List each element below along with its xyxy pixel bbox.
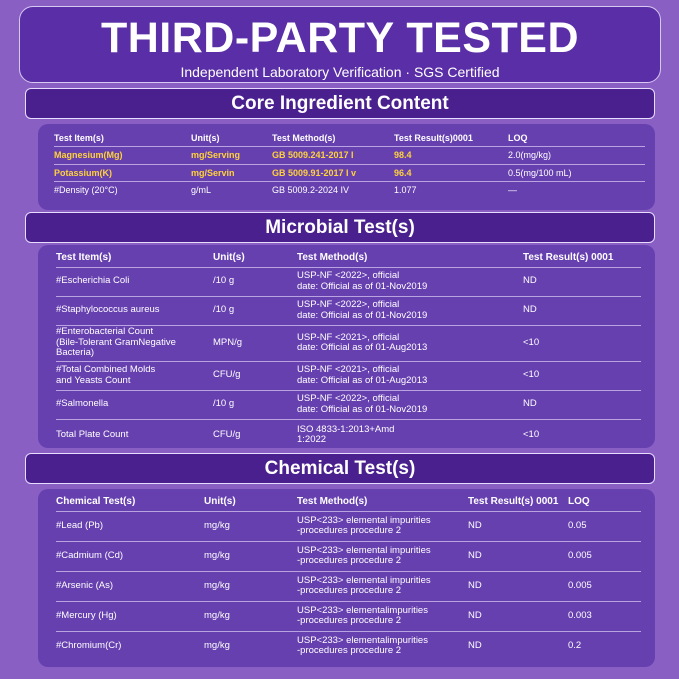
- microbial-cell-unit: /10 g: [213, 267, 297, 296]
- page-subtitle: Independent Laboratory Verification · SGS Certified: [180, 64, 500, 80]
- microbial-cell-result: ND: [523, 267, 641, 296]
- chemical-cell-unit: mg/kg: [204, 631, 297, 661]
- chemical-cell-unit: mg/kg: [204, 571, 297, 601]
- microbial-table-row: [56, 419, 641, 451]
- microbial-cell-item: #Total Combined Molds and Yeasts Count: [56, 361, 213, 390]
- microbial-cell-unit: /10 g: [213, 390, 297, 419]
- microbial-cell-unit: CFU/g: [213, 361, 297, 390]
- microbial-table-row: [56, 325, 641, 361]
- chemical-column-header: Unit(s): [204, 496, 236, 508]
- microbial-cell-unit: /10 g: [213, 296, 297, 325]
- chemical-cell-method: USP<233> elemental impurities -procedures procedure 2: [297, 541, 468, 571]
- chemical-cell-item: #Mercury (Hg): [56, 601, 204, 631]
- chemical-cell-loq: 0.005: [568, 571, 641, 601]
- microbial-cell-item: #Enterobacterial Count (Bile-Tolerant GramNegative Bacteria): [56, 325, 213, 361]
- core-table-row: [54, 146, 645, 164]
- core-cell-result: 98.4: [394, 146, 508, 164]
- core-section-title: Core Ingredient Content: [25, 88, 655, 119]
- microbial-cell-item: #Escherichia Coli: [56, 267, 213, 296]
- microbial-cell-result: <10: [523, 361, 641, 390]
- core-cell-item: Magnesium(Mg): [54, 146, 191, 164]
- chemical-panel: [38, 489, 655, 667]
- microbial-cell-unit: CFU/g: [213, 419, 297, 451]
- microbial-cell-item: #Staphylococcus aureus: [56, 296, 213, 325]
- core-column-header: LOQ: [508, 132, 528, 143]
- microbial-cell-result: ND: [523, 390, 641, 419]
- core-cell-unit: mg/Serving: [191, 146, 272, 164]
- microbial-column-header: Test Method(s): [297, 252, 368, 264]
- chemical-table: [56, 493, 641, 661]
- chemical-table-row: [56, 601, 641, 631]
- chemical-column-header: Test Result(s) 0001: [468, 496, 559, 508]
- microbial-table-row: [56, 361, 641, 390]
- core-cell-method: GB 5009.241-2017 I: [272, 146, 394, 164]
- chemical-cell-item: #Lead (Pb): [56, 511, 204, 541]
- microbial-cell-result: ND: [523, 296, 641, 325]
- chemical-cell-loq: 0.003: [568, 601, 641, 631]
- microbial-table-row: [56, 390, 641, 419]
- page-header: [19, 6, 661, 83]
- microbial-panel: [38, 245, 655, 448]
- microbial-cell-method: USP-NF <2021>, official date: Official as of 01-Aug2013: [297, 361, 523, 390]
- microbial-column-header: Test Result(s) 0001: [523, 252, 614, 264]
- core-cell-loq: 2.0(mg/kg): [508, 146, 645, 164]
- microbial-table-row: [56, 296, 641, 325]
- chemical-cell-item: #Arsenic (As): [56, 571, 204, 601]
- core-cell-item: Potassium(K): [54, 164, 191, 181]
- microbial-cell-item: Total Plate Count: [56, 419, 213, 451]
- chemical-cell-item: #Cadmium (Cd): [56, 541, 204, 571]
- chemical-cell-method: USP<233> elemental impurities -procedures procedure 2: [297, 511, 468, 541]
- microbial-table: [56, 249, 641, 451]
- chemical-cell-method: USP<233> elemental impurities -procedures procedure 2: [297, 571, 468, 601]
- chemical-cell-result: ND: [468, 511, 568, 541]
- chemical-cell-unit: mg/kg: [204, 511, 297, 541]
- microbial-cell-method: USP-NF <2022>, official date: Official as of 01-Nov2019: [297, 390, 523, 419]
- microbial-cell-method: ISO 4833-1:2013+Amd 1:2022: [297, 419, 523, 451]
- microbial-column-header: Test Item(s): [56, 252, 112, 264]
- microbial-cell-item: #Salmonella: [56, 390, 213, 419]
- chemical-table-row: [56, 541, 641, 571]
- microbial-section-title: Microbial Test(s): [25, 212, 655, 243]
- chemical-column-header: LOQ: [568, 496, 590, 508]
- core-cell-method: GB 5009.2-2024 IV: [272, 181, 394, 199]
- chemical-cell-loq: 0.2: [568, 631, 641, 661]
- chemical-table-row: [56, 631, 641, 661]
- microbial-cell-method: USP-NF <2022>, official date: Official as of 01-Nov2019: [297, 296, 523, 325]
- chemical-cell-method: USP<233> elementalimpurities -procedures procedure 2: [297, 631, 468, 661]
- core-table-row: [54, 181, 645, 199]
- core-cell-loq: —: [508, 181, 645, 199]
- core-cell-loq: 0.5(mg/100 mL): [508, 164, 645, 181]
- microbial-cell-method: USP-NF <2021>, official date: Official as of 01-Aug2013: [297, 325, 523, 361]
- core-cell-result: 96.4: [394, 164, 508, 181]
- chemical-table-row: [56, 511, 641, 541]
- microbial-column-header: Unit(s): [213, 252, 245, 264]
- microbial-cell-result: <10: [523, 325, 641, 361]
- chemical-cell-loq: 0.005: [568, 541, 641, 571]
- chemical-cell-result: ND: [468, 631, 568, 661]
- core-ingredient-table: [54, 130, 645, 199]
- chemical-cell-method: USP<233> elementalimpurities -procedures procedure 2: [297, 601, 468, 631]
- chemical-cell-result: ND: [468, 541, 568, 571]
- chemical-cell-unit: mg/kg: [204, 601, 297, 631]
- core-cell-result: 1.077: [394, 181, 508, 199]
- chemical-cell-unit: mg/kg: [204, 541, 297, 571]
- chemical-cell-result: ND: [468, 571, 568, 601]
- core-column-header: Unit(s): [191, 132, 220, 143]
- chemical-column-header: Chemical Test(s): [56, 496, 136, 508]
- chemical-table-row: [56, 571, 641, 601]
- core-cell-item: #Density (20°C): [54, 181, 191, 199]
- page-title: THIRD-PARTY TESTED: [100, 14, 580, 62]
- microbial-cell-result: <10: [523, 419, 641, 451]
- core-cell-method: GB 5009.91-2017 I v: [272, 164, 394, 181]
- chemical-column-header: Test Method(s): [297, 496, 368, 508]
- core-column-header: Test Result(s)0001: [394, 132, 473, 143]
- microbial-cell-unit: MPN/g: [213, 325, 297, 361]
- core-cell-unit: mg/Servin: [191, 164, 272, 181]
- core-column-header: Test Item(s): [54, 132, 104, 143]
- chemical-cell-item: #Chromium(Cr): [56, 631, 204, 661]
- chemical-section-title: Chemical Test(s): [25, 453, 655, 484]
- chemical-cell-result: ND: [468, 601, 568, 631]
- chemical-cell-loq: 0.05: [568, 511, 641, 541]
- microbial-cell-method: USP-NF <2022>, official date: Official as of 01-Nov2019: [297, 267, 523, 296]
- microbial-table-row: [56, 267, 641, 296]
- core-cell-unit: g/mL: [191, 181, 272, 199]
- core-column-header: Test Method(s): [272, 132, 336, 143]
- core-ingredient-panel: [38, 124, 655, 210]
- core-table-row: [54, 164, 645, 181]
